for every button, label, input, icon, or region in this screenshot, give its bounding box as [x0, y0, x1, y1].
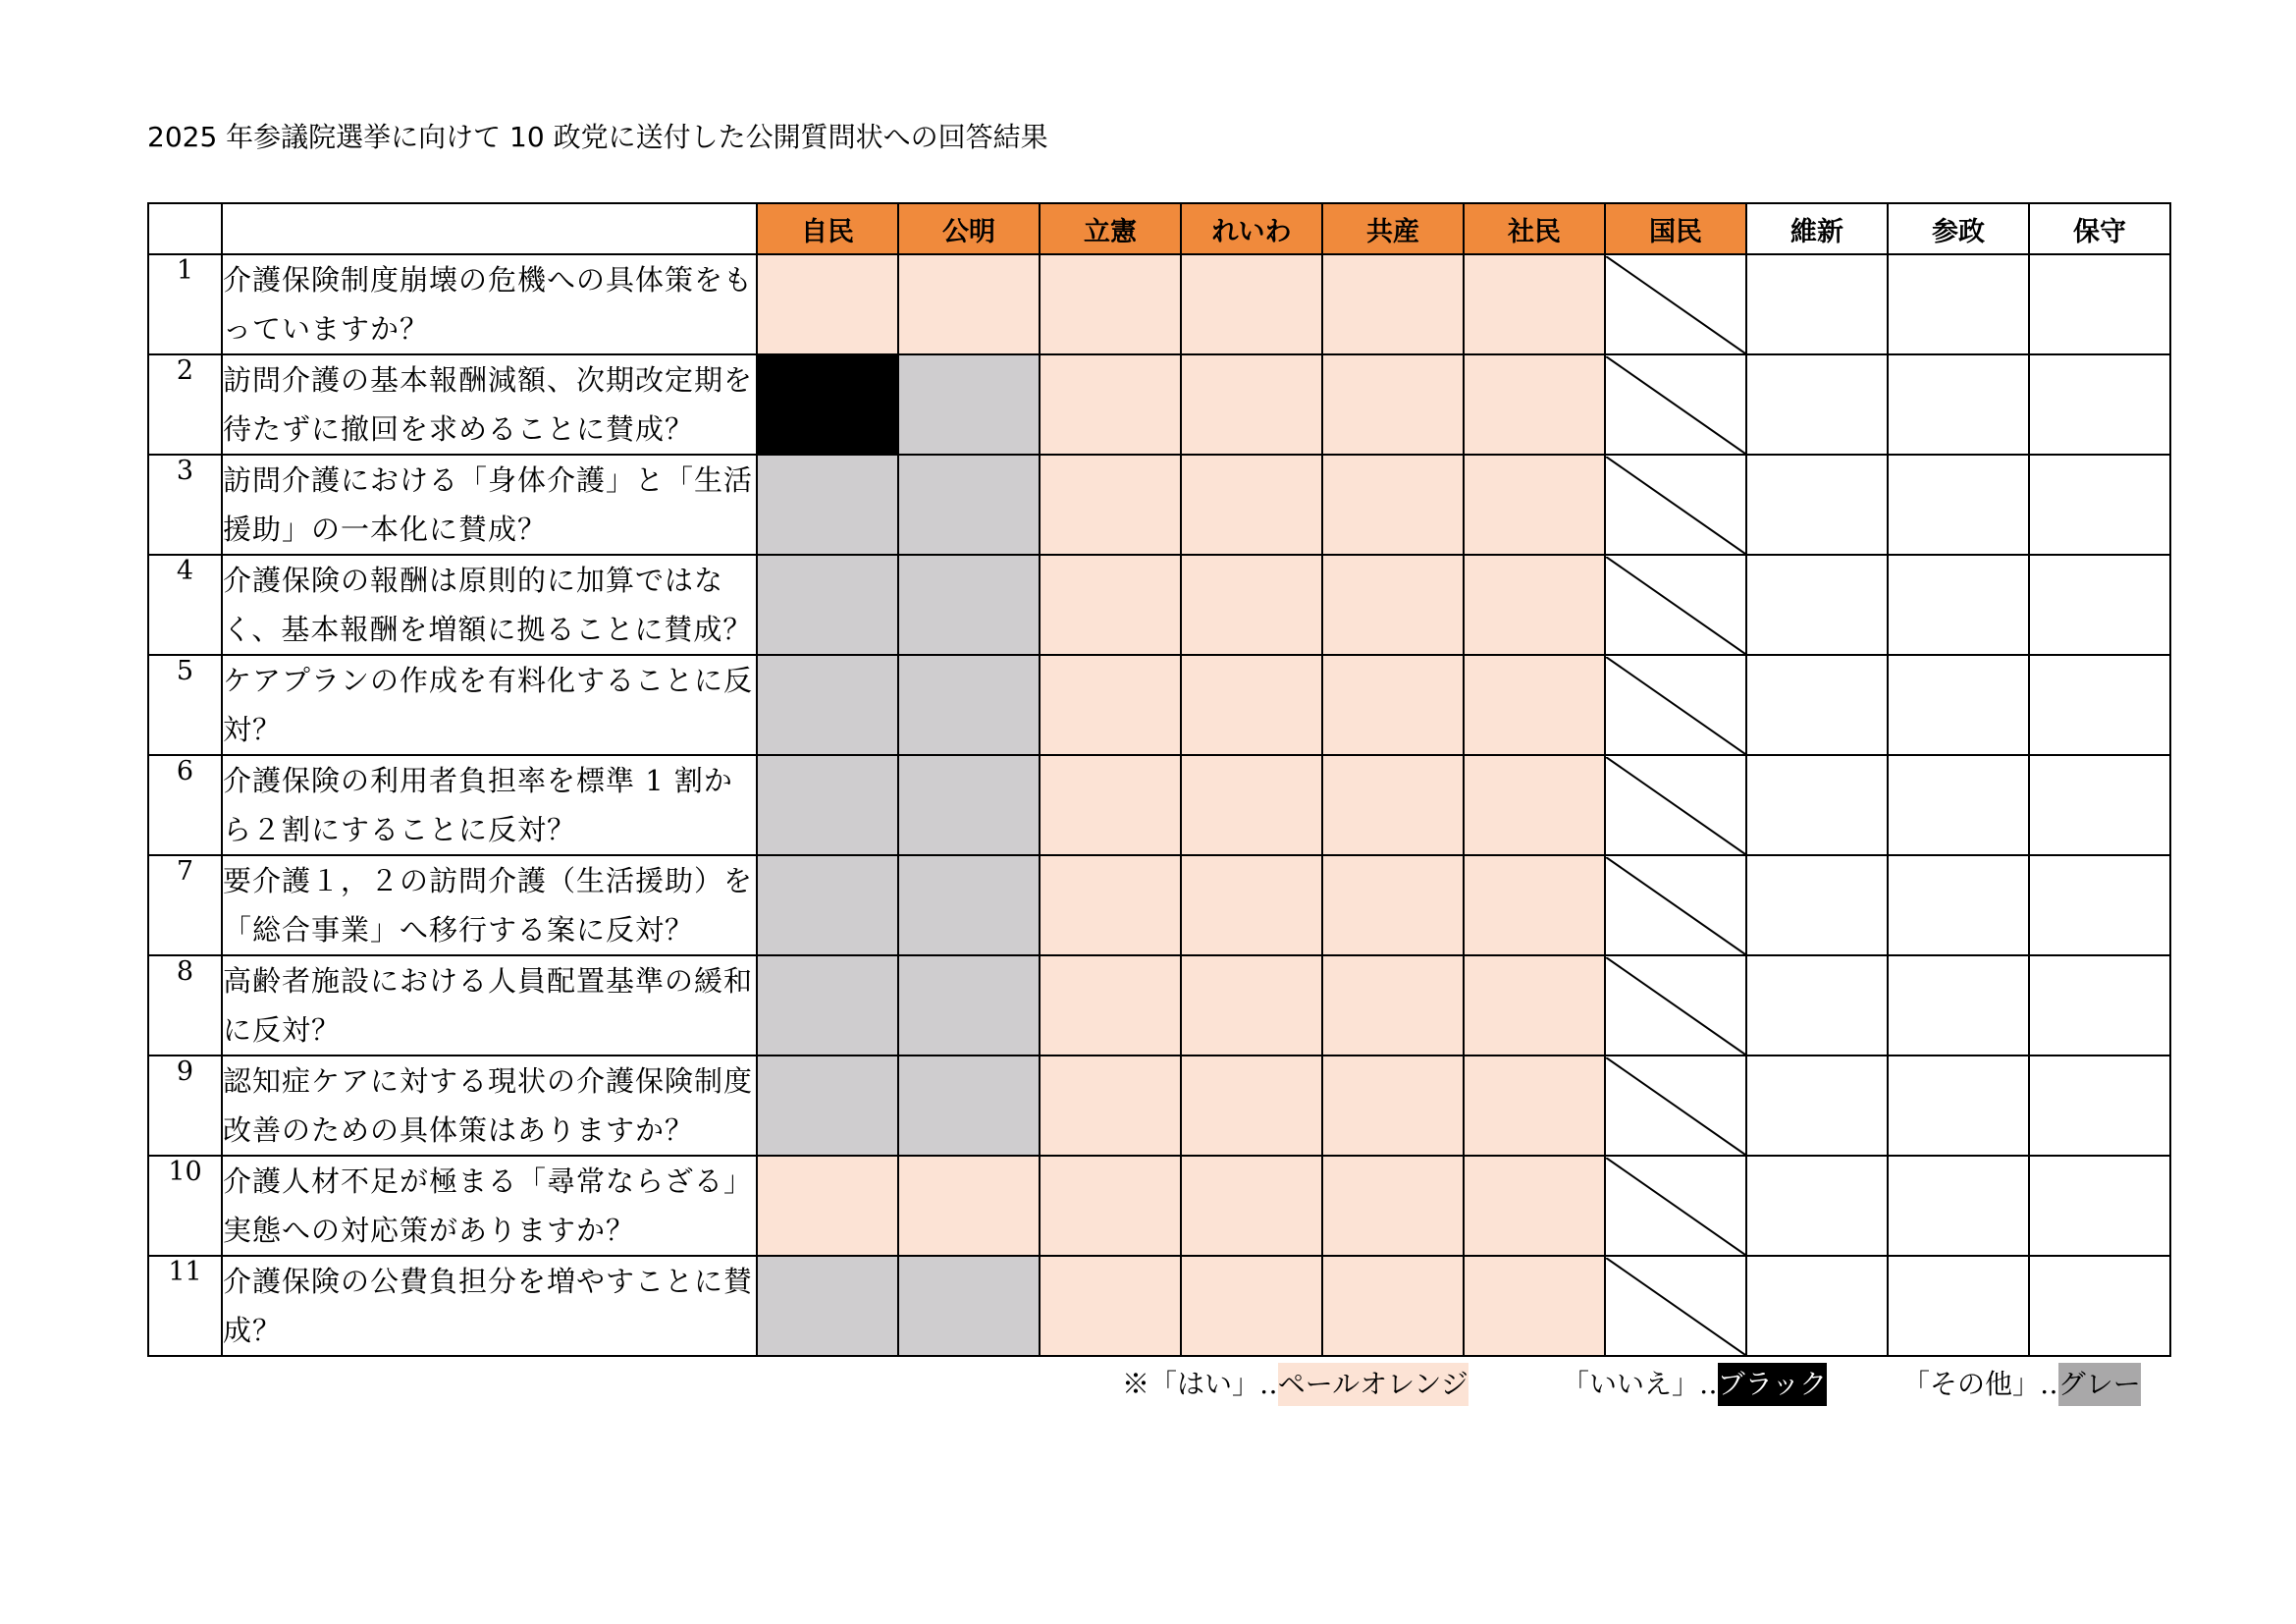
- not-answered-slash: [1606, 957, 1745, 1055]
- party-header-cell: 立憲: [1040, 203, 1181, 254]
- answer-cell-blank: [1888, 855, 2029, 955]
- answer-cell-blank: [1746, 455, 1888, 555]
- legend-yes-swatch: ペールオレンジ: [1278, 1363, 1468, 1406]
- answer-cell-yes: [1040, 1156, 1181, 1256]
- not-answered-slash: [1606, 256, 1745, 353]
- answer-cell-yes: [1181, 455, 1322, 555]
- answer-cell-yes: [1181, 354, 1322, 455]
- question-text: 介護保険の公費負担分を増やすことに賛成？: [222, 1256, 757, 1356]
- question-number: 4: [148, 555, 222, 655]
- answer-cell-blank: [1746, 555, 1888, 655]
- not-answered-slash: [1606, 1158, 1745, 1255]
- answer-cell-blank: [2029, 455, 2170, 555]
- question-header-cell: [222, 203, 757, 254]
- number-header-cell: [148, 203, 222, 254]
- answer-cell-other: [898, 1056, 1040, 1156]
- answer-cell-yes: [1322, 254, 1464, 354]
- question-row: [148, 1156, 2170, 1256]
- answer-cell-na: [1605, 354, 1746, 455]
- answer-cell-other: [898, 755, 1040, 855]
- answer-cell-blank: [2029, 254, 2170, 354]
- answer-cell-other: [757, 855, 898, 955]
- question-row: [148, 1256, 2170, 1356]
- question-text: 高齢者施設における人員配置基準の緩和に反対？: [222, 955, 757, 1056]
- answer-cell-yes: [1040, 254, 1181, 354]
- answer-cell-blank: [1746, 1256, 1888, 1356]
- answer-cell-yes: [1181, 1256, 1322, 1356]
- legend-no-swatch: ブラック: [1718, 1363, 1827, 1406]
- answer-cell-blank: [2029, 1156, 2170, 1256]
- not-answered-slash: [1606, 657, 1745, 754]
- answer-cell-yes: [1464, 555, 1605, 655]
- answer-cell-other: [898, 455, 1040, 555]
- not-answered-slash: [1606, 457, 1745, 554]
- answer-cell-yes: [1464, 354, 1605, 455]
- legend-other-label: 「その他」‥: [1902, 1368, 2058, 1400]
- answer-cell-yes: [1181, 254, 1322, 354]
- answer-cell-yes: [1464, 254, 1605, 354]
- answer-cell-yes: [1464, 1156, 1605, 1256]
- answer-cell-yes: [1181, 1056, 1322, 1156]
- answer-cell-blank: [1888, 955, 2029, 1056]
- answer-cell-yes: [1464, 755, 1605, 855]
- answer-cell-other: [757, 455, 898, 555]
- answer-cell-blank: [2029, 955, 2170, 1056]
- question-number: 8: [148, 955, 222, 1056]
- answer-cell-yes: [1181, 555, 1322, 655]
- survey-results-table: [147, 202, 2171, 1357]
- legend-yes-label: ※「はい」‥: [1122, 1368, 1278, 1400]
- answer-cell-blank: [2029, 1056, 2170, 1156]
- answer-cell-yes: [1040, 555, 1181, 655]
- legend-no: [1562, 1363, 1827, 1406]
- answer-cell-blank: [1746, 655, 1888, 755]
- answer-cell-blank: [1888, 254, 2029, 354]
- question-text: 認知症ケアに対する現状の介護保険制度改善のための具体策はありますか？: [222, 1056, 757, 1156]
- question-number: 5: [148, 655, 222, 755]
- not-answered-slash: [1606, 757, 1745, 854]
- diagonal-line: [1606, 256, 1745, 353]
- answer-cell-blank: [2029, 655, 2170, 755]
- question-text: 介護保険の報酬は原則的に加算ではなく、基本報酬を増額に拠ることに賛成？: [222, 555, 757, 655]
- header-row: [148, 203, 2170, 254]
- answer-cell-yes: [1464, 955, 1605, 1056]
- answer-cell-blank: [1746, 755, 1888, 855]
- answer-cell-other: [898, 655, 1040, 755]
- answer-cell-other: [757, 955, 898, 1056]
- answer-cell-blank: [1888, 354, 2029, 455]
- legend-other-swatch: グレー: [2058, 1363, 2141, 1406]
- answer-cell-yes: [1181, 755, 1322, 855]
- answer-cell-yes: [1322, 455, 1464, 555]
- answer-cell-blank: [1888, 655, 2029, 755]
- answer-cell-other: [898, 1256, 1040, 1356]
- answer-cell-yes: [1322, 1256, 1464, 1356]
- question-row: [148, 655, 2170, 755]
- answer-cell-yes: [1040, 655, 1181, 755]
- answer-cell-na: [1605, 855, 1746, 955]
- diagonal-line: [1606, 657, 1745, 754]
- answer-cell-blank: [2029, 855, 2170, 955]
- answer-cell-blank: [1746, 354, 1888, 455]
- question-text: 介護保険の利用者負担率を標準 1 割から２割にすることに反対？: [222, 755, 757, 855]
- diagonal-line: [1606, 757, 1745, 854]
- answer-cell-yes: [1464, 455, 1605, 555]
- answer-cell-blank: [1888, 1256, 2029, 1356]
- answer-cell-other: [757, 1256, 898, 1356]
- answer-cell-other: [757, 1056, 898, 1156]
- answer-cell-yes: [1322, 1056, 1464, 1156]
- party-header-cell: 社民: [1464, 203, 1605, 254]
- question-number: 7: [148, 855, 222, 955]
- question-number: 10: [148, 1156, 222, 1256]
- answer-cell-yes: [1464, 1056, 1605, 1156]
- answer-cell-blank: [1746, 955, 1888, 1056]
- answer-cell-yes: [1322, 855, 1464, 955]
- question-row: [148, 555, 2170, 655]
- question-row: [148, 755, 2170, 855]
- question-text: 要介護１，２の訪問介護（生活援助）を「総合事業」へ移行する案に反対？: [222, 855, 757, 955]
- not-answered-slash: [1606, 1057, 1745, 1155]
- answer-cell-other: [898, 354, 1040, 455]
- answer-cell-yes: [1040, 354, 1181, 455]
- answer-cell-yes: [1181, 955, 1322, 1056]
- question-number: 2: [148, 354, 222, 455]
- answer-cell-other: [757, 555, 898, 655]
- answer-cell-blank: [1888, 1156, 2029, 1256]
- answer-cell-yes: [1181, 855, 1322, 955]
- answer-cell-blank: [2029, 1256, 2170, 1356]
- answer-cell-yes: [757, 1156, 898, 1256]
- answer-cell-no: [757, 354, 898, 455]
- answer-cell-yes: [1040, 855, 1181, 955]
- answer-cell-blank: [2029, 354, 2170, 455]
- answer-cell-yes: [1040, 455, 1181, 555]
- answer-cell-yes: [1322, 955, 1464, 1056]
- question-row: [148, 455, 2170, 555]
- answer-cell-blank: [1888, 755, 2029, 855]
- answer-cell-blank: [2029, 555, 2170, 655]
- question-number: 6: [148, 755, 222, 855]
- legend-yes: [1122, 1363, 1468, 1406]
- party-header-cell: 維新: [1746, 203, 1888, 254]
- question-row: [148, 1056, 2170, 1156]
- answer-cell-yes: [1040, 1256, 1181, 1356]
- answer-cell-yes: [1181, 1156, 1322, 1256]
- answer-cell-other: [898, 955, 1040, 1056]
- question-number: 9: [148, 1056, 222, 1156]
- answer-cell-yes: [757, 254, 898, 354]
- answer-cell-yes: [1040, 755, 1181, 855]
- answer-cell-blank: [1746, 1156, 1888, 1256]
- answer-cell-yes: [1322, 1156, 1464, 1256]
- question-row: [148, 254, 2170, 354]
- answer-cell-yes: [1322, 555, 1464, 655]
- question-row: [148, 955, 2170, 1056]
- answer-cell-blank: [1746, 254, 1888, 354]
- question-row: [148, 354, 2170, 455]
- diagonal-line: [1606, 1258, 1745, 1355]
- answer-cell-na: [1605, 254, 1746, 354]
- party-header-cell: 自民: [757, 203, 898, 254]
- diagonal-line: [1606, 857, 1745, 954]
- answer-cell-blank: [1746, 855, 1888, 955]
- answer-cell-na: [1605, 455, 1746, 555]
- question-text: 介護人材不足が極まる「尋常ならざる」実態への対応策がありますか？: [222, 1156, 757, 1256]
- answer-cell-yes: [1464, 1256, 1605, 1356]
- answer-cell-blank: [1888, 455, 2029, 555]
- question-text: 訪問介護の基本報酬減額、次期改定期を待たずに撤回を求めることに賛成？: [222, 354, 757, 455]
- party-header-cell: 公明: [898, 203, 1040, 254]
- answer-cell-yes: [1322, 354, 1464, 455]
- answer-cell-na: [1605, 755, 1746, 855]
- not-answered-slash: [1606, 356, 1745, 454]
- party-header-cell: 共産: [1322, 203, 1464, 254]
- party-header-cell: 参政: [1888, 203, 2029, 254]
- answer-cell-other: [757, 655, 898, 755]
- answer-cell-yes: [1040, 1056, 1181, 1156]
- answer-cell-na: [1605, 1056, 1746, 1156]
- question-text: 介護保険制度崩壊の危機への具体策をもっていますか？: [222, 254, 757, 354]
- question-text: 訪問介護における「身体介護」と「生活援助」の一本化に賛成？: [222, 455, 757, 555]
- answer-cell-yes: [1322, 755, 1464, 855]
- answer-cell-blank: [1888, 555, 2029, 655]
- question-text: ケアプランの作成を有料化することに反対？: [222, 655, 757, 755]
- answer-cell-yes: [1181, 655, 1322, 755]
- answer-cell-na: [1605, 1156, 1746, 1256]
- diagonal-line: [1606, 1158, 1745, 1255]
- party-header-cell: れいわ: [1181, 203, 1322, 254]
- answer-cell-na: [1605, 955, 1746, 1056]
- question-row: [148, 855, 2170, 955]
- legend-other: [1902, 1363, 2141, 1406]
- answer-cell-yes: [1322, 655, 1464, 755]
- answer-cell-na: [1605, 555, 1746, 655]
- diagonal-line: [1606, 1057, 1745, 1155]
- answer-cell-blank: [1888, 1056, 2029, 1156]
- answer-cell-other: [757, 755, 898, 855]
- answer-cell-na: [1605, 655, 1746, 755]
- answer-cell-other: [898, 555, 1040, 655]
- diagonal-line: [1606, 957, 1745, 1055]
- answer-cell-blank: [2029, 755, 2170, 855]
- diagonal-line: [1606, 457, 1745, 554]
- answer-cell-yes: [898, 1156, 1040, 1256]
- answer-cell-yes: [1464, 855, 1605, 955]
- question-number: 11: [148, 1256, 222, 1356]
- not-answered-slash: [1606, 857, 1745, 954]
- not-answered-slash: [1606, 557, 1745, 654]
- page-title: 2025 年参議院選挙に向けて 10 政党に送付した公開質問状への回答結果: [147, 121, 1048, 153]
- diagonal-line: [1606, 356, 1745, 454]
- answer-cell-yes: [1464, 655, 1605, 755]
- legend-no-label: 「いいえ」‥: [1562, 1368, 1718, 1400]
- diagonal-line: [1606, 557, 1745, 654]
- party-header-cell: 国民: [1605, 203, 1746, 254]
- answer-cell-blank: [1746, 1056, 1888, 1156]
- answer-cell-yes: [1040, 955, 1181, 1056]
- answer-cell-na: [1605, 1256, 1746, 1356]
- answer-cell-other: [898, 855, 1040, 955]
- answer-cell-yes: [898, 254, 1040, 354]
- party-header-cell: 保守: [2029, 203, 2170, 254]
- question-number: 1: [148, 254, 222, 354]
- question-number: 3: [148, 455, 222, 555]
- not-answered-slash: [1606, 1258, 1745, 1355]
